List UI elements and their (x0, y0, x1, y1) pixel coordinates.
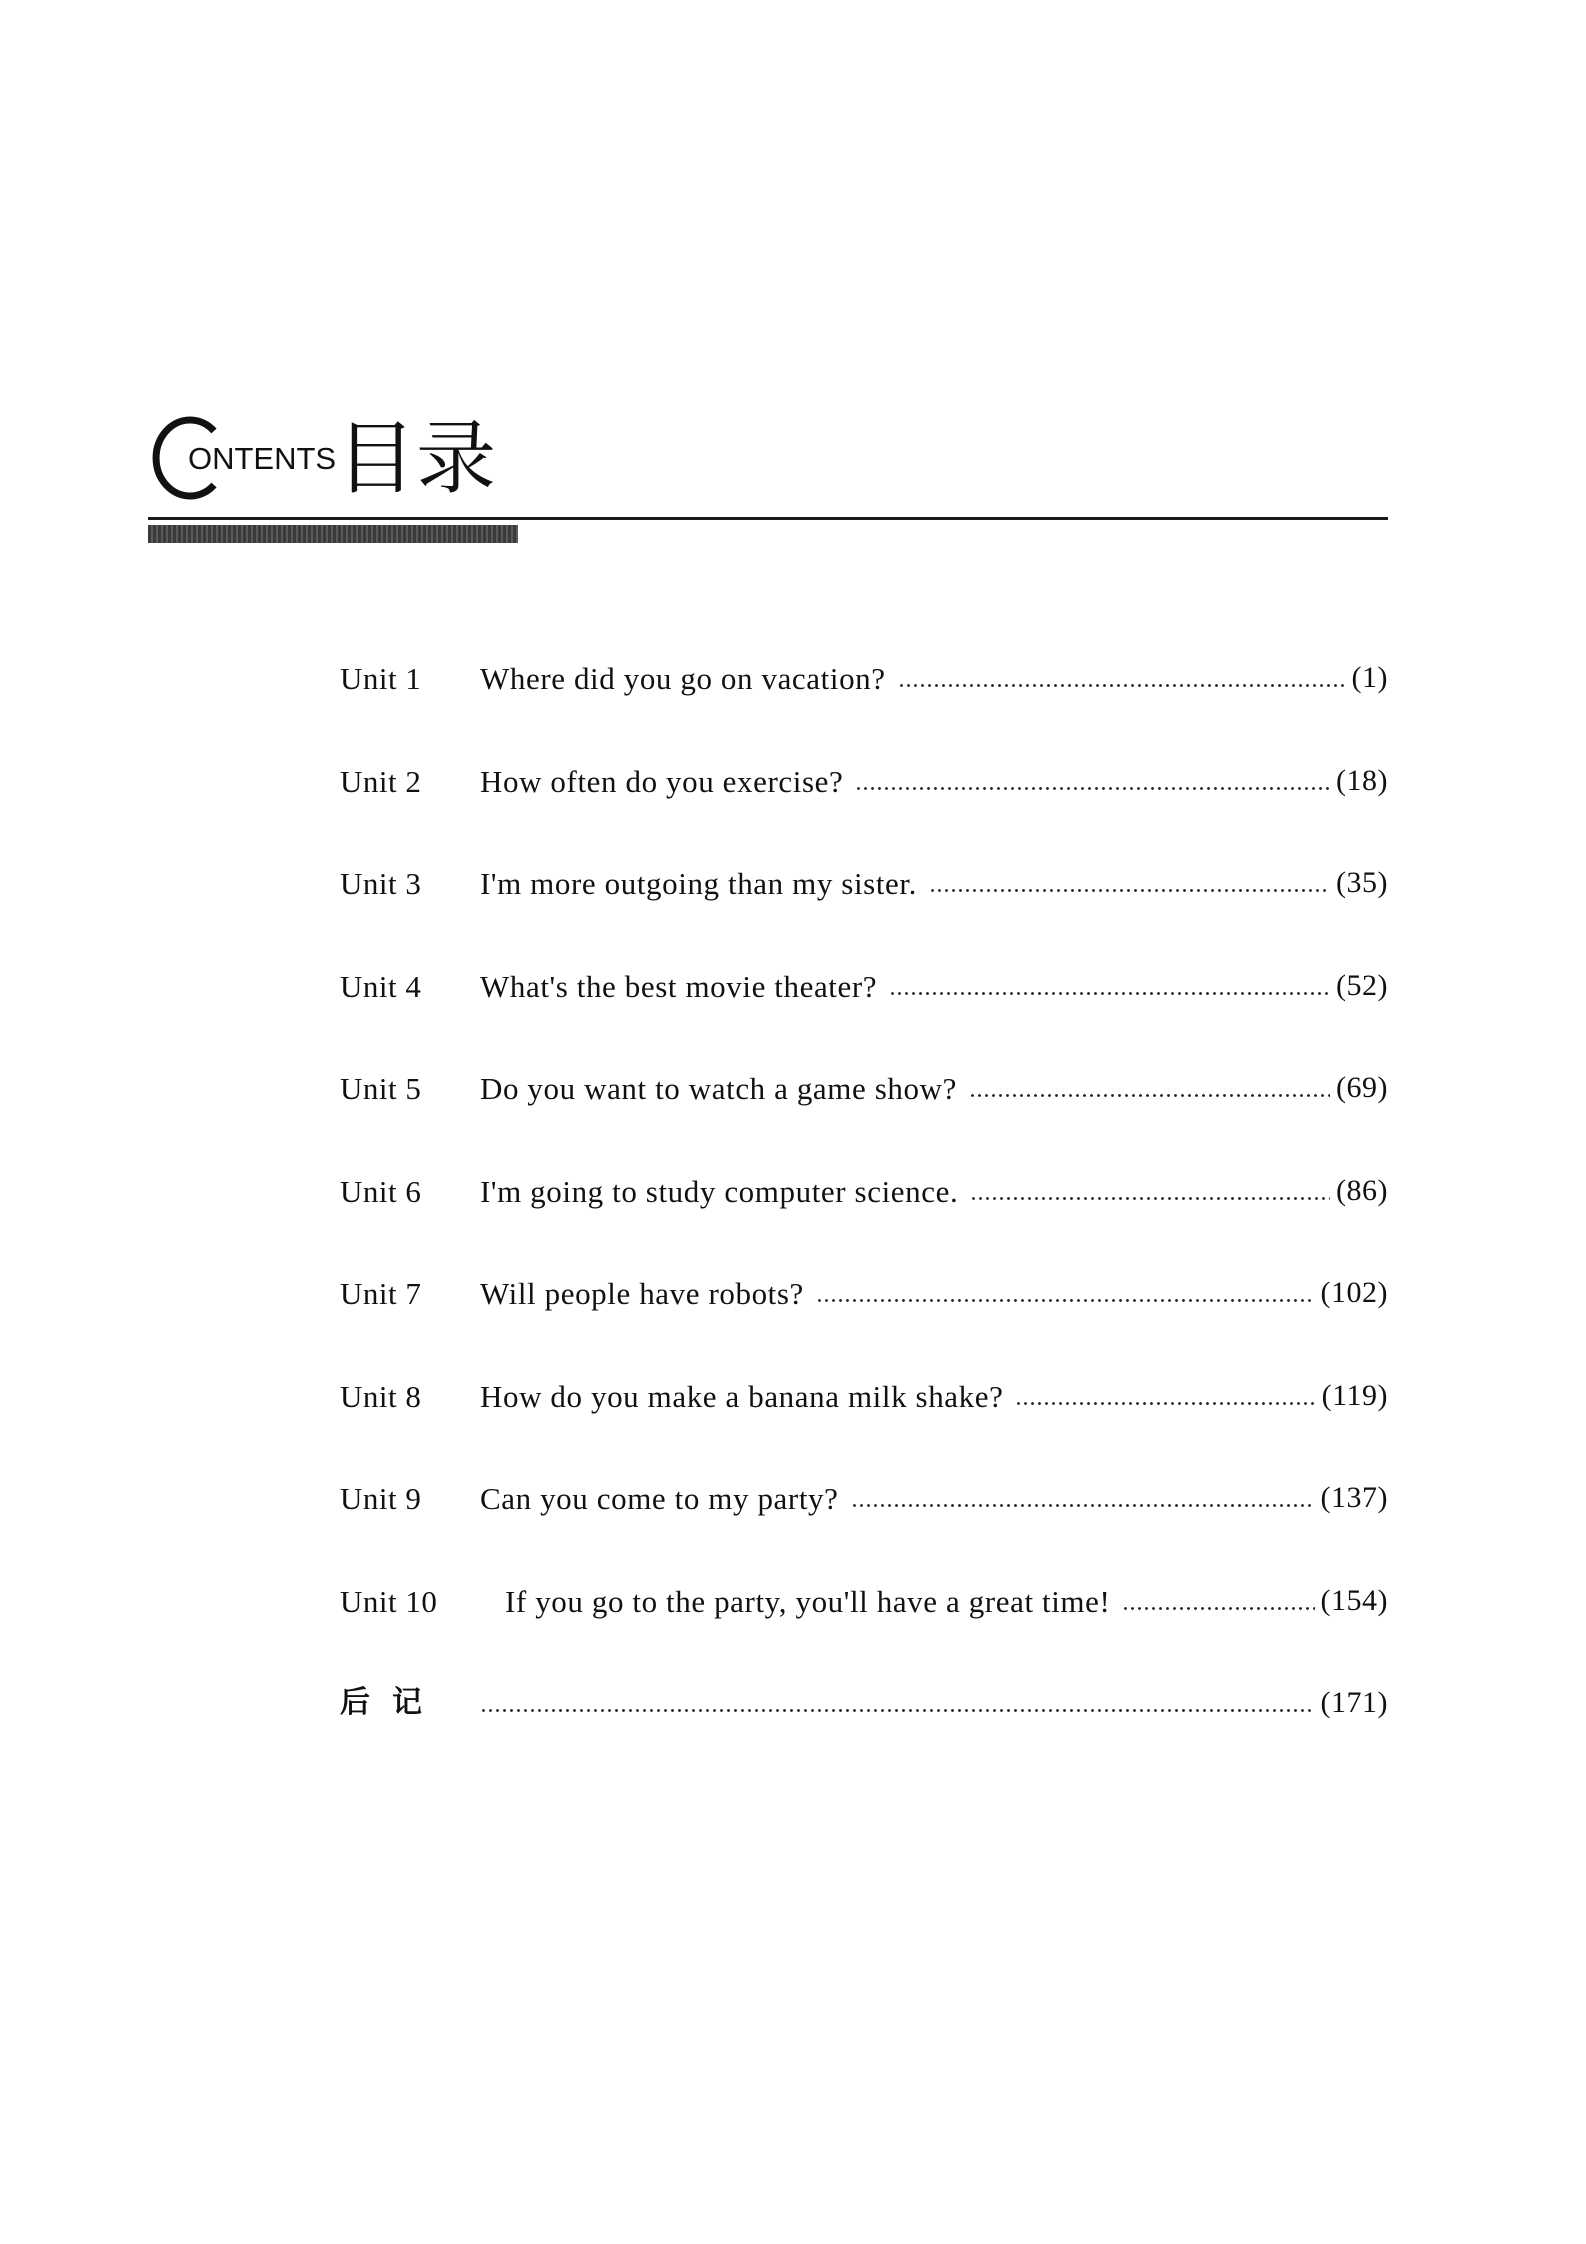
toc-entry-unit-10[interactable] (340, 1583, 1388, 1686)
dot-leader (851, 1480, 1321, 1583)
dot-leader (816, 1275, 1321, 1378)
contents-word: ONTENTS (188, 441, 337, 476)
dot-leader (889, 968, 1336, 1071)
toc-entry-unit-4[interactable] (340, 968, 1388, 1071)
toc-page-number: (154) (1320, 1583, 1388, 1617)
table-of-contents (340, 660, 1388, 1788)
toc-page-number: (102) (1320, 1276, 1388, 1309)
toc-unit-title: Will people have robots? (480, 1276, 804, 1311)
contents-header (148, 405, 1388, 545)
header-rule-thin (148, 517, 1388, 520)
toc-unit-label: Unit 3 (340, 866, 422, 901)
dot-leader (969, 1070, 1336, 1173)
toc-page-number: (35) (1336, 866, 1388, 899)
toc-unit-title: Where did you go on vacation? (480, 661, 886, 696)
toc-afterword-label: 后记 (340, 1685, 444, 1720)
toc-page-number: (137) (1320, 1481, 1388, 1514)
toc-entry-unit-6[interactable] (340, 1173, 1388, 1276)
toc-unit-label: Unit 10 (340, 1583, 438, 1619)
dot-leader (929, 865, 1336, 968)
toc-unit-label: Unit 8 (340, 1378, 422, 1414)
toc-unit-title: Can you come to my party? (480, 1481, 839, 1516)
toc-page-number: (52) (1336, 968, 1388, 1002)
toc-unit-title: If you go to the party, you'll have a great time! (505, 1583, 1111, 1619)
page-title: 目录 (336, 412, 496, 505)
toc-unit-label: Unit 6 (340, 1173, 422, 1209)
toc-entry-unit-1[interactable] (340, 660, 1388, 763)
toc-unit-title: Do you want to watch a game show? (480, 1071, 957, 1106)
toc-page-number: (18) (1336, 763, 1388, 797)
toc-unit-label: Unit 7 (340, 1276, 422, 1311)
toc-entry-unit-7[interactable] (340, 1275, 1388, 1378)
dot-leader (1122, 1583, 1320, 1686)
toc-unit-title: How often do you exercise? (480, 763, 844, 799)
toc-page-number: (69) (1336, 1071, 1388, 1104)
dot-leader (480, 1685, 1321, 1788)
dot-leader (855, 763, 1336, 866)
toc-page-number: (171) (1320, 1686, 1388, 1719)
toc-page-number: (119) (1321, 1378, 1388, 1412)
toc-unit-title: What's the best movie theater? (480, 968, 878, 1004)
toc-entry-unit-5[interactable] (340, 1070, 1388, 1173)
dot-leader (898, 660, 1352, 763)
toc-entry-unit-2[interactable] (340, 763, 1388, 866)
toc-unit-label: Unit 1 (340, 661, 422, 696)
toc-entry-afterword[interactable] (340, 1685, 1388, 1788)
toc-unit-label: Unit 5 (340, 1071, 422, 1106)
dot-leader (970, 1173, 1336, 1276)
toc-page-number: (1) (1351, 661, 1388, 694)
header-rule-thick (148, 525, 518, 543)
toc-unit-label: Unit 9 (340, 1481, 422, 1516)
toc-unit-title: How do you make a banana milk shake? (480, 1378, 1004, 1414)
toc-unit-title: I'm more outgoing than my sister. (480, 866, 917, 901)
toc-unit-title: I'm going to study computer science. (480, 1173, 959, 1209)
toc-entry-unit-8[interactable] (340, 1378, 1388, 1481)
dot-leader (1015, 1378, 1321, 1481)
toc-page-number: (86) (1336, 1173, 1388, 1207)
toc-unit-label: Unit 4 (340, 968, 422, 1004)
toc-unit-label: Unit 2 (340, 763, 422, 799)
toc-entry-unit-9[interactable] (340, 1480, 1388, 1583)
toc-entry-unit-3[interactable] (340, 865, 1388, 968)
